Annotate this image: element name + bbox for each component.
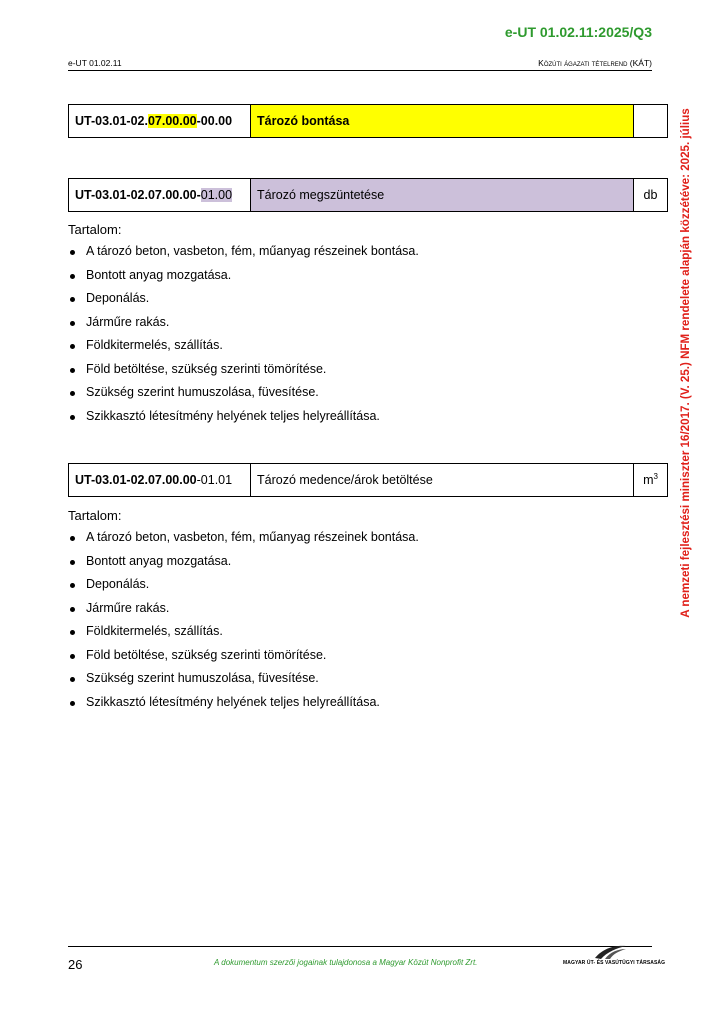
list-item: Szükség szerint humuszolása, füvesítése. xyxy=(68,667,419,691)
item-unit: db xyxy=(634,179,668,212)
document-id: e-UT 01.02.11:2025/Q3 xyxy=(504,24,652,40)
item-code: UT-03.01-02.07.00.00-01.01 xyxy=(69,464,251,497)
item-unit: $m^3$ xyxy=(634,464,668,497)
content-label: Tartalom: xyxy=(68,222,122,237)
content-list xyxy=(68,240,419,428)
copyright-notice: A dokumentum szerzői jogainak tulajdonosa a Magyar Közút Nonprofit Zrt. xyxy=(214,958,478,967)
list-item: Járműre rakás. xyxy=(68,597,419,621)
list-item: Szikkasztó létesítmény helyének teljes helyreállítása. xyxy=(68,405,419,429)
logo-text: MAGYAR ÚT- ÉS VASÚTÜGYI TÁRSASÁG xyxy=(563,960,666,966)
content-label: Tartalom: xyxy=(68,508,122,523)
item-code-highlight: 07.00.00 xyxy=(147,114,197,128)
list-item: Járműre rakás. xyxy=(68,311,419,335)
header-document-title: Közúti ágazati tételrend (KÁT) xyxy=(538,58,652,68)
list-item: A tározó beton, vasbeton, fém, műanyag részeinek bontása. xyxy=(68,526,419,550)
list-item: Földkitermelés, szállítás. xyxy=(68,334,419,358)
list-item: Föld betöltése, szükség szerinti tömörítése. xyxy=(68,644,419,668)
list-item: Szikkasztó létesítmény helyének teljes helyreállítása. xyxy=(68,691,419,715)
item-unit xyxy=(634,105,668,138)
list-item: Deponálás. xyxy=(68,287,419,311)
list-item: Föld betöltése, szükség szerinti tömörítése. xyxy=(68,358,419,382)
content-list xyxy=(68,526,419,714)
item-code: UT-03.01-02.07.00.00-01.00 xyxy=(69,179,251,212)
header-document-code: e-UT 01.02.11 xyxy=(68,58,122,68)
item-table-tarozo-bontasa xyxy=(68,104,668,138)
list-item: Deponálás. xyxy=(68,573,419,597)
item-code-highlight: 01.00 xyxy=(200,188,233,202)
publication-side-note xyxy=(676,96,696,630)
list-item: Szükség szerint humuszolása, füvesítése. xyxy=(68,381,419,405)
publication-side-note-text: A nemzeti fejlesztési miniszter 16/2017. (V. 25.) NFM rendelete alapján közzétéve: 2025. július xyxy=(679,108,692,618)
item-table-tarozo-medence-betoltese xyxy=(68,463,668,497)
item-name: Tározó medence/árok betöltése xyxy=(251,464,634,497)
list-item: Bontott anyag mozgatása. xyxy=(68,550,419,574)
item-name: Tározó megszüntetése xyxy=(251,179,634,212)
running-header xyxy=(68,58,652,71)
item-name: Tározó bontása xyxy=(251,105,634,138)
society-logo xyxy=(563,944,666,970)
item-table-tarozo-megszuntetese xyxy=(68,178,668,212)
road-swoosh-icon xyxy=(593,944,627,960)
list-item: Földkitermelés, szállítás. xyxy=(68,620,419,644)
list-item: Bontott anyag mozgatása. xyxy=(68,264,419,288)
item-code: UT-03.01-02.07.00.00-00.00 xyxy=(69,105,251,138)
list-item: A tározó beton, vasbeton, fém, műanyag részeinek bontása. xyxy=(68,240,419,264)
page-number: 26 xyxy=(68,957,83,972)
